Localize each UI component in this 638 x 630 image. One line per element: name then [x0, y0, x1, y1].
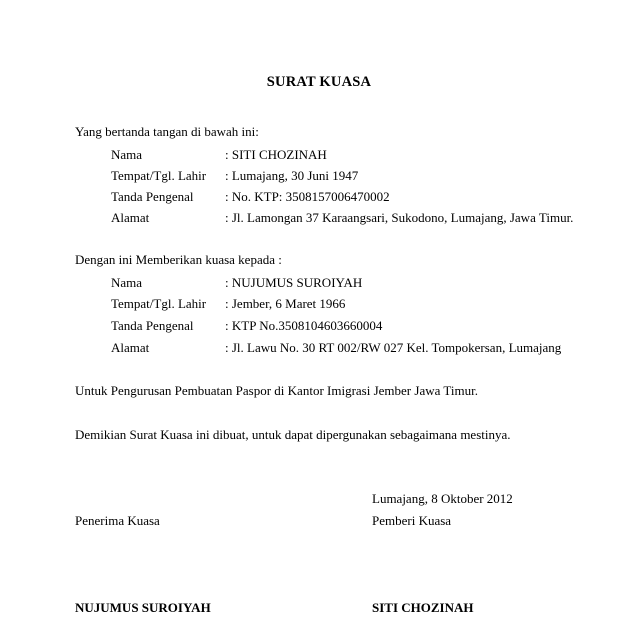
- grantor-nama-value: : SITI CHOZINAH: [225, 147, 327, 162]
- grantee-alamat-value: : Jl. Lawu No. 30 RT 002/RW 027 Kel. Tompokersan, Lumajang: [225, 340, 562, 355]
- grantee-nama-label: Nama: [111, 275, 143, 290]
- grantee-ttl-label: Tempat/Tgl. Lahir: [111, 296, 207, 311]
- grantor-id-label: Tanda Pengenal: [111, 189, 194, 204]
- giver-label: Pemberi Kuasa: [372, 513, 452, 528]
- giver-name: SITI CHOZINAH: [372, 600, 474, 615]
- grantee-intro: Dengan ini Memberikan kuasa kepada :: [75, 252, 282, 267]
- grantor-alamat-label: Alamat: [111, 210, 150, 225]
- grantee-id-label: Tanda Pengenal: [111, 318, 194, 333]
- purpose-paragraph: Untuk Pengurusan Pembuatan Paspor di Kantor Imigrasi Jember Jawa Timur.: [75, 383, 478, 398]
- grantee-id-value: : KTP No.3508104603660004: [225, 318, 383, 333]
- grantor-alamat-value: : Jl. Lamongan 37 Karaangsari, Sukodono, Lumajang, Jawa Timur.: [225, 210, 574, 225]
- grantee-ttl-value: : Jember, 6 Maret 1966: [225, 296, 346, 311]
- grantee-alamat-label: Alamat: [111, 340, 150, 355]
- grantor-ttl-value: : Lumajang, 30 Juni 1947: [225, 168, 359, 183]
- closing-paragraph: Demikian Surat Kuasa ini dibuat, untuk dapat dipergunakan sebagaimana mestinya.: [75, 427, 511, 442]
- grantee-nama-value: : NUJUMUS SUROIYAH: [225, 275, 363, 290]
- place-date: Lumajang, 8 Oktober 2012: [372, 491, 513, 506]
- grantor-intro: Yang bertanda tangan di bawah ini:: [75, 124, 259, 139]
- receiver-label: Penerima Kuasa: [75, 513, 160, 528]
- receiver-name: NUJUMUS SUROIYAH: [75, 600, 211, 615]
- grantor-id-value: : No. KTP: 3508157006470002: [225, 189, 390, 204]
- grantor-ttl-label: Tempat/Tgl. Lahir: [111, 168, 207, 183]
- grantor-nama-label: Nama: [111, 147, 143, 162]
- document-title: SURAT KUASA: [266, 74, 372, 90]
